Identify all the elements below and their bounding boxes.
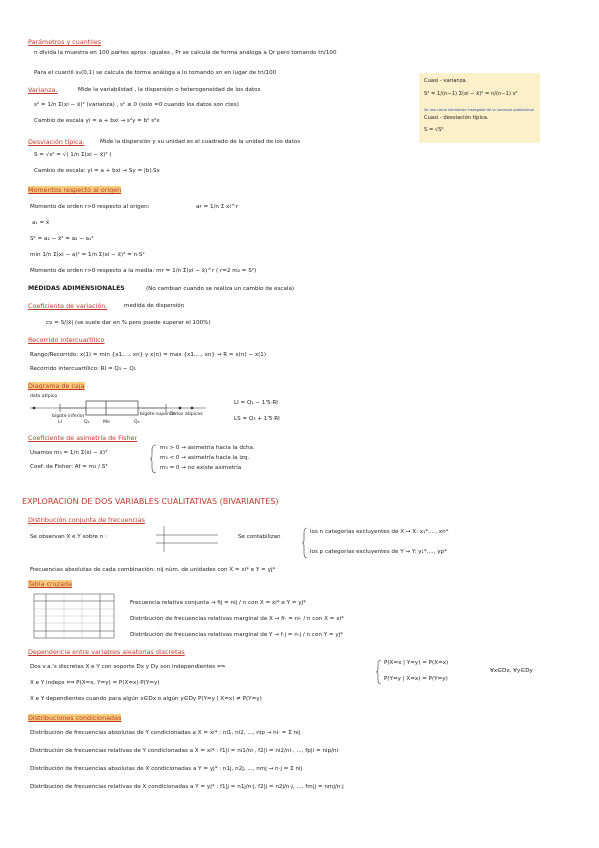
formula-li: LI = Q₁ − 1'5·RI	[234, 400, 278, 406]
text-line: Distribución de frecuencias relativas de Y condicionadas a X = xi* : f1|i = ni1/ni·, f2|i = ni2/ni·, ..., fp|i = nip/ni·	[30, 748, 340, 754]
crosstab-figure	[34, 594, 116, 640]
label-q3: Q₃	[134, 420, 140, 425]
formula-desviacion: S = √s² = √( 1/n Σ(xi − x̄)² )	[34, 152, 112, 158]
heading-dependencia: Dependencia entre variables aleatorias discretas	[28, 648, 185, 656]
heading-distribucion-conjunta: Distribución conjunta de frecuencias	[28, 516, 145, 524]
brace-icon	[150, 445, 158, 473]
heading-desviacion: Desviación típica.	[28, 138, 85, 146]
brace-icon	[302, 528, 308, 558]
label-bigote-superior: bigote superior	[140, 412, 175, 417]
formula-fi: Distribución de frecuencias relativas marginal de X → fi· = ni· / n con X = xi*	[130, 616, 344, 622]
heading-cuasi-varianza: Cuasi - varianza.	[424, 78, 468, 84]
text-line: Distribución de frecuencias absolutas de Y condicionadas a X = xi* : ni1, ni2, ..., nip → ni· = Σ nij	[30, 730, 301, 736]
heading-medidas-adimensionales: MEDIDAS ADIMENSIONALES	[28, 285, 125, 292]
formula-varianza: s² = 1/n Σ(xi − x̄)² (varianza) , s² ≥ 0 (solo =0 cuando los datos son ctes)	[34, 102, 239, 108]
formula-cond-yx: P(Y=y | X=x) = P(Y=y)	[384, 676, 448, 682]
formula-ls: LS = Q₃ + 1'5·RI	[234, 416, 280, 422]
heading-recorrido: Recorrido intercuartílico	[28, 336, 105, 344]
text-line: Distribución de frecuencias absolutas de X condicionadas a Y = yj* : n1j, n2j, ..., nmj → n·j = Σ nij	[30, 766, 303, 772]
text-line: los n categorías excluyentes de X → X: x₁*,..., xn*	[310, 529, 449, 535]
text-line: Mide la dispersión y su unidad es el cuadrado de la unidad de los datos	[100, 139, 301, 145]
formula-cv: cv = S/|x̄| (se suele dar en % pero puede superar el 100%)	[46, 320, 211, 326]
section-title-bivariantes: EXPLORACIÓN DE DOS VARIABLES CUALITATIVAS (BIVARIANTES)	[22, 497, 279, 506]
formula-min: min 1/n Σ(xi − a)² = 1/n Σ(xi − x̄)² = n·S²	[30, 252, 145, 258]
brace-icon	[376, 660, 382, 684]
text-line: Momento de orden r>0 respecto al origen:	[30, 204, 150, 210]
formula-af: Coef. de Fisher: Af = m₃ / S³	[30, 464, 108, 470]
text-line: X e Y dependientes cuando para algún x∈Dx o algún y∈Dy P(Y=y | X=x) ≠ P(Y=y)	[30, 696, 262, 702]
formula-fij: Frecuencia relativa conjunta → fij = nij / n con X = xi* e Y = yj*	[130, 600, 306, 606]
heading-distribuciones-condicionadas: Distribuciones condicionadas	[28, 714, 122, 722]
text-line: medida de dispersión	[124, 303, 185, 309]
label-bigote-inferior: bigote inferior	[52, 414, 85, 419]
heading-momentos: Momentos respecto al origen	[28, 186, 122, 194]
label-datos-atipicos: Datos atípicos	[170, 412, 203, 417]
text-line: los p categorías excluyentes de Y → Y: y₁*,..., yp*	[310, 549, 447, 555]
text-line: Distribución de frecuencias relativas de X condicionadas a Y = yj* : f1|j = n1j/n·j, f2|j = n2j/n·j, ..., fm|j = nmj/n·j	[30, 784, 344, 790]
formula-momento-origen: ar = 1/n Σ xi^r	[196, 204, 238, 210]
label-me: Me	[103, 420, 110, 425]
formula-a1: a₁ = x̄	[32, 220, 50, 226]
quasi-variance-note	[419, 73, 540, 143]
formula-rango: Rango/Recorrido: x(1) = min {x1,..., xn} y x(n) = max {x1,..., xn} → R = x(n) − x(1)	[30, 352, 267, 358]
fisher-case-zero: m₃ = 0 → no existe asimetría	[160, 465, 242, 471]
quantifier: ∀x∈Dx, ∀y∈Dy	[490, 668, 533, 674]
heading-fisher: Coeficiente de asimetría de Fisher	[28, 434, 138, 442]
text-line: Para el cuantil x₀(0,1) se calcula de forma análoga a lo tomando xn en lugar de tn/100	[34, 70, 277, 76]
text-line: Se observan X e Y sobre n :	[30, 534, 107, 540]
label-dato-atipico: dato atípico	[30, 394, 58, 399]
data-matrix-figure	[156, 526, 218, 552]
text-line: Dos v.a.'s discretas X e Y con soporte Dx y Dy son independientes ⟺	[30, 664, 226, 670]
text-line: Cambio de escala: yi = a + bxi → Sy = |b|·Sx	[34, 168, 160, 174]
heading-tabla-cruzada: Tabla cruzada	[28, 580, 72, 588]
fisher-case-negative: m₃ < 0 → asimetría hacia la izq.	[160, 455, 250, 461]
formula-ri: Recorrido intercuartílico: RI = Q₃ − Q₁	[30, 366, 136, 372]
heading-diagrama-caja: Diagrama de caja	[28, 382, 85, 390]
formula-cond-xy: P(X=x | Y=y) = P(X=x)	[384, 660, 449, 666]
text-line: (No cambian cuando se realiza un cambio de escala)	[146, 286, 295, 292]
heading-varianza: Varianza.	[28, 86, 58, 94]
formula-independencia: X e Y indeps ⟺ P(X=x, Y=y) = P(X=x)·P(Y=y)	[30, 680, 160, 686]
formula-m3: Usamos m₃ = 1/n Σ(xi − x̄)³	[30, 450, 108, 456]
heading-cuasi-desviacion: Cuasi - desviación típica.	[424, 115, 489, 121]
heading-coef-variacion: Coeficiente de variación.	[28, 302, 108, 310]
label-q1: Q₁	[84, 420, 90, 425]
section-title-parametros: Parámetros y cuantiles	[28, 38, 102, 46]
formula-cuasi-varianza: S² = 1/(n−1) Σ(xi − x̄)² = n/(n−1) s²	[424, 91, 518, 97]
text-line: n divida la muestra en 100 partes aprox. iguales , Pr se calcula de forma análoga a Qr pero tomando tn/100	[34, 50, 337, 56]
note-estimador: Se usa como estimador insesgado de la varianza poblacional	[424, 108, 534, 112]
text-line: Se contabilizan	[238, 534, 281, 540]
text-line: Cambio de escala yi = a + bxi → s²y = b² s²x	[34, 118, 160, 124]
formula-cuasi-desviacion: S = √S²	[424, 127, 444, 133]
fisher-case-positive: m₃ > 0 → asimetría hacia la dcha.	[160, 445, 255, 451]
formula-fj: Distribución de frecuencias relativas marginal de Y → f·j = n·j / n con Y = yj*	[130, 632, 344, 638]
formula-momento-media: Momento de orden r>0 respecto a la media: mr = 1/n Σ(xi − x̄)^r ( r=2 m₂ = S²)	[30, 268, 257, 274]
formula-s2: S² = a₂ − x̄² = a₂ − a₁²	[30, 236, 94, 242]
text-line: Mide la variabilidad , la dispersión o heterogeneidad de los datos	[78, 87, 261, 93]
text-line: Frecuencias absolutas de cada combinación: nij núm. de unidades con X = xi* e Y = yj*	[30, 567, 276, 573]
label-li: LI	[58, 420, 62, 425]
